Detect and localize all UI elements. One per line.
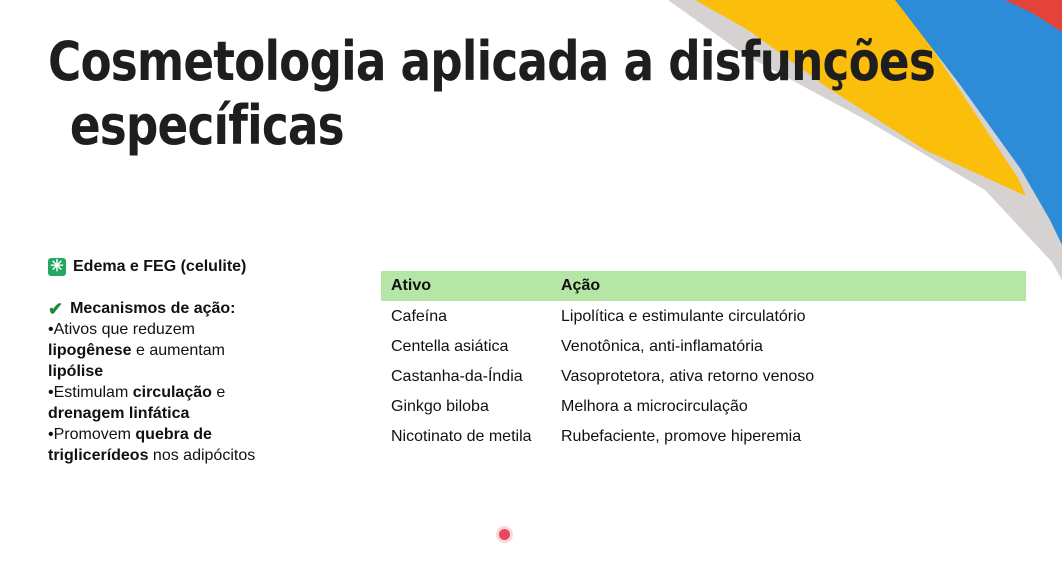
table-row	[381, 391, 1026, 421]
bullet-emphasis: quebra de triglicerídeos	[48, 426, 212, 464]
bullet-emphasis: lipólise	[48, 363, 104, 380]
bullet-text: nos adipócitos	[148, 447, 256, 464]
title-line-1: Cosmetologia aplicada a disfunções	[48, 30, 936, 93]
table-row	[381, 301, 1026, 331]
cell-acao: Melhora a microcirculação	[561, 397, 748, 415]
actives-table	[381, 271, 1026, 451]
bullet-text: •Estimulam	[48, 384, 133, 401]
list-item	[48, 382, 278, 424]
list-item	[48, 424, 278, 466]
bullet-text: •Ativos que reduzem	[48, 321, 196, 338]
header-ativo: Ativo	[381, 271, 551, 301]
cell-ativo: Cafeína	[391, 307, 448, 325]
sparkle-icon: ✳	[48, 258, 66, 276]
section-title: Edema e FEG (celulite)	[73, 258, 247, 275]
table-header-row	[381, 271, 1026, 301]
cell-ativo: Ginkgo biloba	[391, 397, 489, 415]
list-item	[48, 319, 278, 382]
cell-ativo: Castanha-da-Índia	[391, 367, 523, 385]
cell-acao: Lipolítica e estimulante circulatório	[561, 307, 806, 325]
mechanisms-list	[48, 319, 278, 466]
title-line-2: específicas	[69, 94, 344, 157]
header-acao: Ação	[551, 271, 1026, 301]
cell-ativo: Centella asiática	[391, 337, 509, 355]
table-row	[381, 331, 1026, 361]
slide-title	[48, 30, 935, 158]
laser-pointer-dot	[499, 529, 510, 540]
section-heading	[48, 256, 278, 277]
cell-acao: Venotônica, anti-inflamatória	[561, 337, 763, 355]
table-row	[381, 421, 1026, 451]
bullet-emphasis: lipogênese	[48, 342, 132, 359]
cell-ativo: Nicotinato de metila	[391, 427, 532, 445]
bullet-emphasis: circulação	[132, 384, 212, 401]
table-row	[381, 361, 1026, 391]
cell-acao: Vasoprotetora, ativa retorno venoso	[561, 367, 815, 385]
bullet-text: e aumentam	[131, 342, 225, 359]
mechanisms-title: Mecanismos de ação:	[70, 300, 236, 317]
mechanisms-heading	[48, 298, 278, 319]
bullet-emphasis: drenagem linfática	[48, 405, 190, 422]
bullet-text: •Promovem	[48, 426, 136, 443]
left-column	[48, 256, 278, 466]
cell-acao: Rubefaciente, promove hiperemia	[561, 427, 802, 445]
bullet-text: e	[211, 384, 226, 401]
check-mark-icon: ✔	[48, 298, 64, 319]
